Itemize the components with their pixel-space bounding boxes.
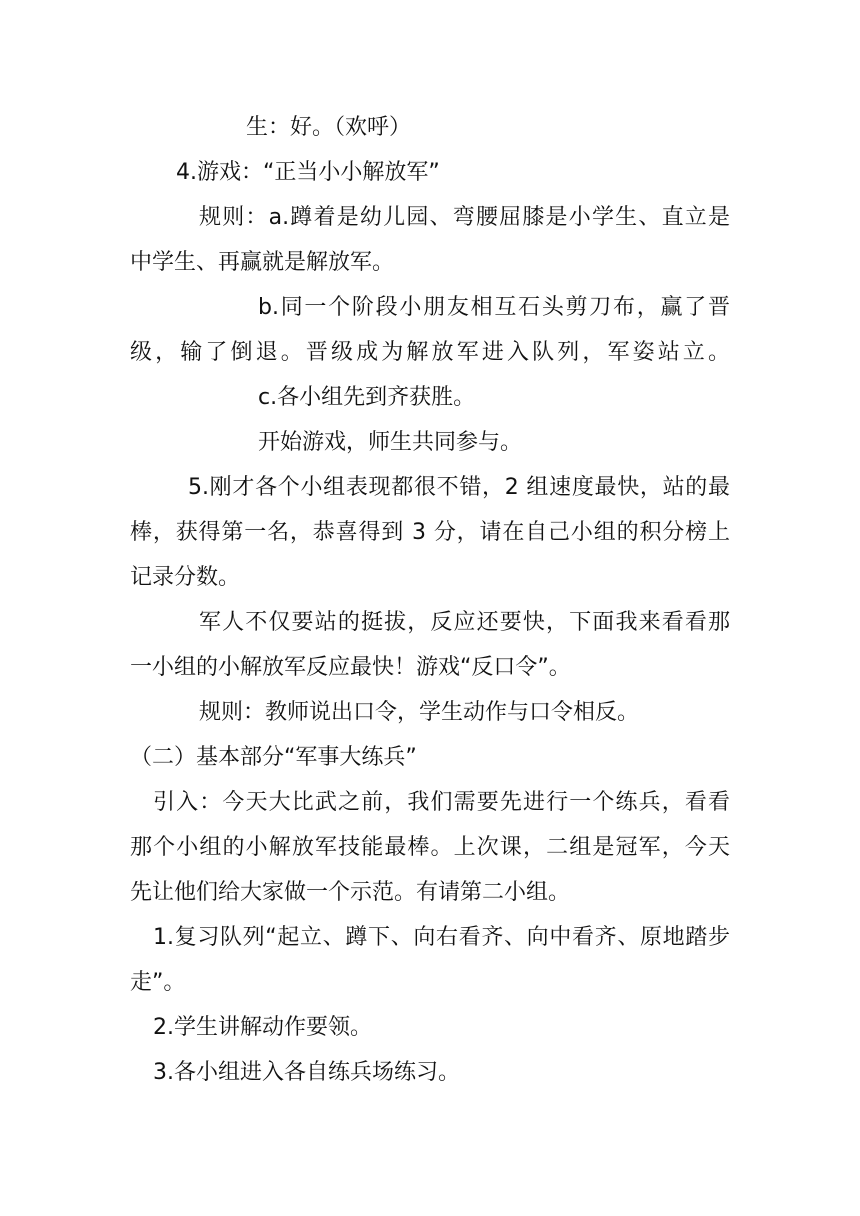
text-line-2: 4.游戏：“正当小小解放军” [176,160,440,185]
text-line-6: 级，输了倒退。晋级成为解放军进入队列，军姿站立。 [130,340,730,365]
text-line-16: 引入：今天大比武之前，我们需要先进行一个练兵，看看 [153,790,730,815]
text-line-13: 一小组的小解放军反应最快！游戏“反口令”。 [130,655,571,680]
text-line-12: 军人不仅要站的挺拔，反应还要快，下面我来看看那 [199,610,730,635]
text-line-19: 1.复习队列“起立、蹲下、向右看齐、向中看齐、原地踏步 [153,925,730,950]
text-line-4: 中学生、再赢就是解放军。 [130,250,395,275]
text-line-22: 3.各小组进入各自练兵场练习。 [153,1060,460,1085]
text-line-1: 生：好。（欢呼） [246,115,412,140]
text-line-20: 走”。 [130,970,186,995]
text-line-21: 2.学生讲解动作要领。 [153,1015,372,1040]
section-heading: （二）基本部分“军事大练兵” [130,745,417,770]
text-line-17: 那个小组的小解放军技能最棒。上次课，二组是冠军，今天 [130,835,730,860]
text-line-11: 记录分数。 [130,565,241,590]
text-line-7: c.各小组先到齐获胜。 [258,385,476,410]
text-line-8: 开始游戏，师生共同参与。 [258,430,523,455]
text-line-5: b.同一个阶段小朋友相互石头剪刀布，赢了晋 [258,295,730,320]
text-line-9: 5.刚才各个小组表现都很不错，2 组速度最快，站的最 [188,475,730,500]
text-line-3: 规则：a.蹲着是幼儿园、弯腰屈膝是小学生、直立是 [199,205,730,230]
text-line-14: 规则：教师说出口令，学生动作与口令相反。 [199,700,640,725]
text-line-18: 先让他们给大家做一个示范。有请第二小组。 [130,880,571,905]
text-line-10: 棒，获得第一名，恭喜得到 3 分，请在自己小组的积分榜上 [130,520,730,545]
